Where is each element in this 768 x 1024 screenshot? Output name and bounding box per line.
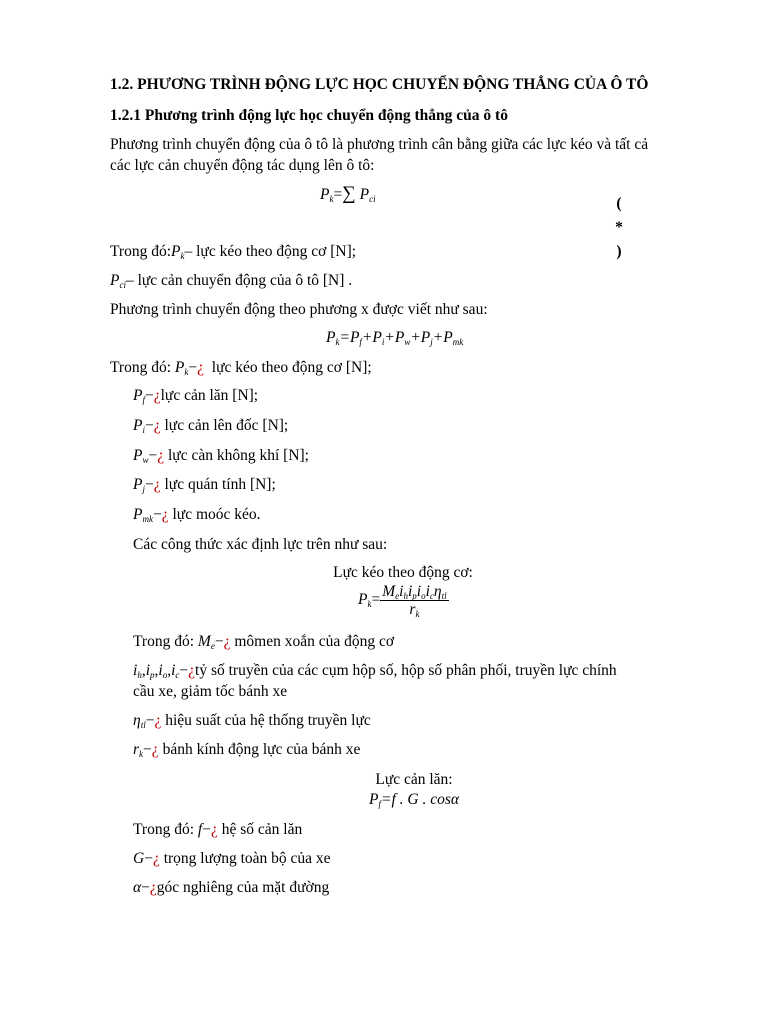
- section-heading: 1.2. PHƯƠNG TRÌNH ĐỘNG LỰC HỌC CHUYỂN ĐỘNG THẲNG CỦA Ô TÔ: [110, 76, 649, 93]
- definition-line: Trong đó: $M_e-¿$ mômen xoắn của động cơ: [133, 633, 395, 651]
- formula-title: Lực kéo theo động cơ:: [333, 564, 473, 581]
- paragraph-line: Phương trình chuyển động theo phương x được viết như sau:: [110, 301, 488, 318]
- paragraph-line: Phương trình chuyển động của ô tô là phương trình cân bằng giữa các lực kéo và tất cả: [110, 136, 649, 153]
- paragraph-line: các lực cản chuyển động tác dụng lên ô tô:: [110, 157, 375, 174]
- definition-line: $r_k-¿$ bánh kính động lực của bánh xe: [133, 741, 361, 759]
- equation-rolling: $P_f=f$ . G . cosα: [369, 791, 459, 809]
- definition-line: $P_j-¿$ lực quán tính [N];: [133, 476, 276, 494]
- equation-tag: ( * ): [615, 195, 623, 260]
- definition-line: Trong đó: f−¿ hệ số cản lăn: [133, 821, 303, 838]
- definition-line: $P_{mk}-¿$ lực moóc kéo.: [133, 506, 261, 524]
- definition-line: $i_h,i_p,i_o,i_c-¿tỷ$ số truyền của các cụm hộp số, hộp số phân phối, truyền lực chính: [133, 662, 617, 680]
- definition-line: α−¿góc nghiêng của mặt đường: [133, 879, 330, 896]
- equation-motion: $P_k=P_f+P_i+P_w+P_j+P_{mk}$: [326, 329, 464, 347]
- definition-line: $P_{ci}-$ lực cản chuyển động của ô tô [N] .: [110, 272, 353, 290]
- definition-line: $P_i-¿$ lực cản lên đốc [N];: [133, 417, 289, 435]
- definition-line: Trong đó: $P_k-¿$ lực kéo theo động cơ [N];: [110, 359, 372, 377]
- definition-line: Trong $đó:P_k-$ lực kéo theo động cơ [N];: [110, 243, 357, 261]
- definition-line: $P_f-¿lực$ cản lăn [N];: [133, 387, 259, 405]
- subsection-heading: 1.2.1 Phương trình động lực học chuyển động thẳng của ô tô: [110, 107, 508, 124]
- formula-title: Lực cản lăn:: [375, 771, 453, 788]
- equation-traction: $P_k=$ $\frac{M_ei_hi_pi_oi_c\eta_{tl}}{r_k}$: [358, 583, 447, 619]
- definition-line: cầu xe, giảm tốc bánh xe: [133, 683, 288, 700]
- definition-line: $P_w-¿$ lực càn không khí [N];: [133, 447, 309, 465]
- fraction: $\frac{M_ei_hi_pi_oi_c\eta_{tl}}{r_k}$: [382, 583, 447, 619]
- equation-balance: $P_k=\sum$ $P_{ci}$: [320, 183, 376, 204]
- paragraph-line: Các công thức xác định lực trên như sau:: [133, 536, 388, 553]
- definition-line: G−¿ trọng lượng toàn bộ của xe: [133, 850, 331, 867]
- definition-line: $\eta_{tl}-¿$ hiệu suất của hệ thống truyền lực: [133, 712, 371, 730]
